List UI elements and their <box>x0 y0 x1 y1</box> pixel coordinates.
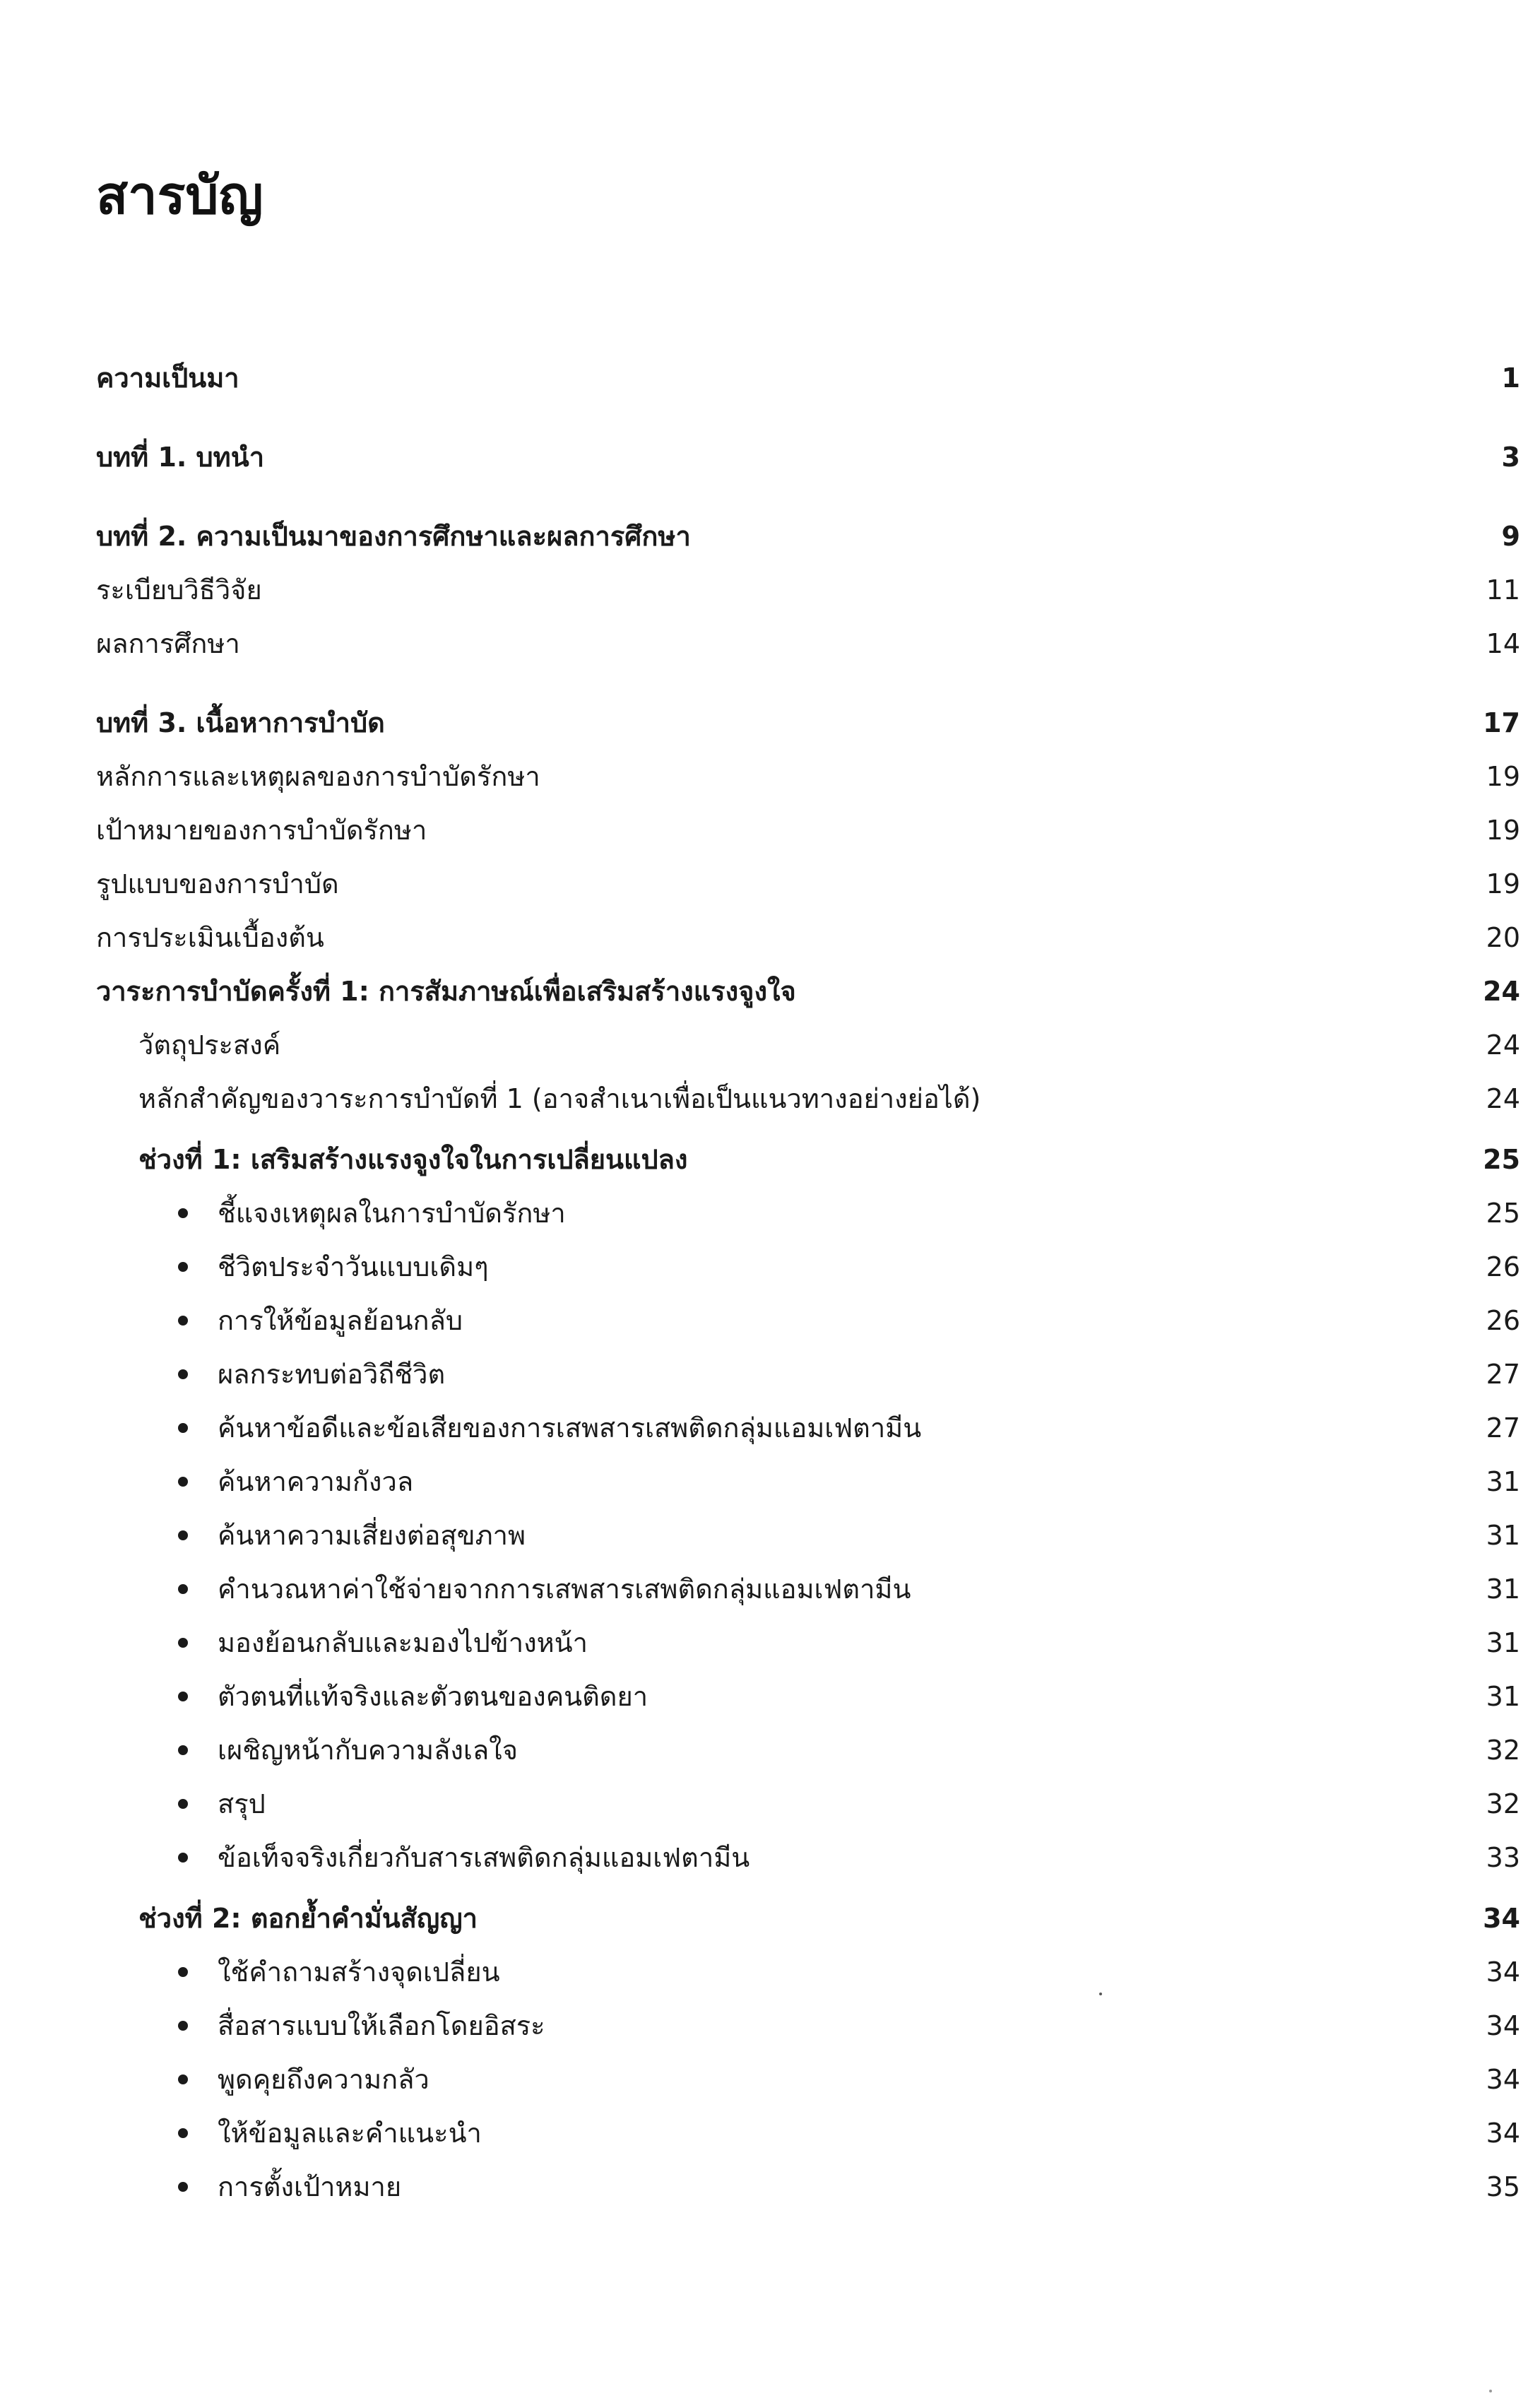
bullet-icon <box>178 1584 188 1594</box>
toc-entry <box>178 1618 1520 1668</box>
toc-entry-page: 31 <box>1486 1681 1520 1712</box>
toc-entry-page: 24 <box>1483 976 1520 1007</box>
toc-entry-page: 11 <box>1486 574 1520 606</box>
toc-entry-label: พูดคุยถึงความกลัว <box>218 2064 430 2095</box>
toc-entry <box>96 565 1520 615</box>
bullet-icon <box>178 1423 188 1433</box>
toc-entry-page: 19 <box>1486 815 1520 846</box>
toc-entry-label: เผชิญหน้ากับความลังเลใจ <box>218 1735 518 1766</box>
toc-entry-page: 34 <box>1483 1903 1520 1934</box>
bullet-icon <box>178 1745 188 1755</box>
toc-entry-page: 34 <box>1486 2118 1520 2149</box>
toc-entry <box>138 1020 1520 1070</box>
toc-entry-page: 31 <box>1486 1520 1520 1551</box>
toc-entry-page: 26 <box>1486 1305 1520 1336</box>
toc-entry-label: ใช้คำถามสร้างจุดเปลี่ยน <box>218 1956 500 1988</box>
toc-entry <box>96 859 1520 909</box>
toc-entry <box>178 1296 1520 1345</box>
toc-entry-label: รูปแบบของการบำบัด <box>96 868 339 899</box>
toc-entry-page: 26 <box>1486 1251 1520 1282</box>
toc-entry <box>178 1403 1520 1453</box>
toc-entry <box>178 1242 1520 1292</box>
toc-entry <box>96 805 1520 855</box>
toc-entry-page: 20 <box>1486 922 1520 953</box>
toc-entry <box>96 432 1520 482</box>
toc-entry <box>178 2162 1520 2212</box>
toc-entry <box>178 1350 1520 1399</box>
toc-entry <box>178 1672 1520 1721</box>
toc-entry <box>178 1457 1520 1506</box>
toc-entry-page: 31 <box>1486 1466 1520 1497</box>
toc-entry-label: ชี้แจงเหตุผลในการบำบัดรักษา <box>218 1198 566 1229</box>
toc-entry-page: 3 <box>1501 442 1520 473</box>
toc-entry-label: ช่วงที่ 2: ตอกย้ำคำมั่นสัญญา <box>138 1903 478 1934</box>
toc-entry-label: ชีวิตประจำวันแบบเดิมๆ <box>218 1251 489 1282</box>
toc-entry-label: การตั้งเป้าหมาย <box>218 2171 402 2202</box>
toc-entry-label: หลักสำคัญของวาระการบำบัดที่ 1 (อาจสำเนาเพื่อเป็นแนวทางอย่างย่อได้) <box>138 1083 981 1114</box>
toc-entry <box>178 1947 1520 1997</box>
toc-entry <box>138 1894 1520 1943</box>
toc-entry <box>178 1779 1520 1829</box>
toc-entry-label: เป้าหมายของการบำบัดรักษา <box>96 815 427 846</box>
toc-entry <box>96 353 1520 403</box>
toc-entry-page: 24 <box>1486 1083 1520 1114</box>
bullet-icon <box>178 1316 188 1326</box>
toc-entry <box>178 1833 1520 1882</box>
toc-entry <box>178 2001 1520 2050</box>
toc-entry-page: 27 <box>1486 1359 1520 1390</box>
bullet-icon <box>178 2074 188 2084</box>
toc-entry-label: การให้ข้อมูลย้อนกลับ <box>218 1305 463 1336</box>
toc-entry-page: 17 <box>1483 707 1520 738</box>
page-title: สารบัญ <box>96 165 263 226</box>
toc-entry-page: 25 <box>1486 1198 1520 1229</box>
toc-entry-label: วาระการบำบัดครั้งที่ 1: การสัมภาษณ์เพื่อเสริมสร้างแรงจูงใจ <box>96 976 796 1007</box>
toc-entry-page: 25 <box>1483 1144 1520 1175</box>
toc-entry <box>138 1074 1520 1123</box>
toc-entry-label: มองย้อนกลับและมองไปข้างหน้า <box>218 1627 588 1658</box>
toc-entry-page: 33 <box>1486 1842 1520 1873</box>
bullet-icon <box>178 1262 188 1272</box>
toc-entry <box>178 1725 1520 1775</box>
toc-entry-label: ระเบียบวิธีวิจัย <box>96 574 262 606</box>
toc-entry-label: ค้นหาข้อดีและข้อเสียของการเสพสารเสพติดกลุ่มแอมเฟตามีน <box>218 1412 922 1444</box>
toc-entry-label: สื่อสารแบบให้เลือกโดยอิสระ <box>218 2010 545 2041</box>
bullet-icon <box>178 1638 188 1648</box>
toc-entry-page: 32 <box>1486 1735 1520 1766</box>
bullet-icon <box>178 1692 188 1701</box>
toc-entry-page: 14 <box>1486 628 1520 659</box>
toc-entry-label: การประเมินเบื้องต้น <box>96 922 324 953</box>
toc-entry <box>178 2108 1520 2158</box>
bullet-icon <box>178 1477 188 1487</box>
toc-entry <box>178 1511 1520 1560</box>
bullet-icon <box>178 1530 188 1540</box>
toc-entry-page: 32 <box>1486 1788 1520 1819</box>
toc-entry <box>138 1135 1520 1184</box>
toc-entry-page: 24 <box>1486 1029 1520 1061</box>
scan-speck <box>1489 2390 1492 2392</box>
toc-entry-page: 34 <box>1486 1956 1520 1988</box>
toc-entry-label: วัตถุประสงค์ <box>138 1029 281 1061</box>
toc-entry-page: 31 <box>1486 1574 1520 1605</box>
toc-entry <box>96 698 1520 748</box>
toc-entry-label: สรุป <box>218 1788 266 1819</box>
toc-entry-label: ความเป็นมา <box>96 362 239 394</box>
bullet-icon <box>178 1799 188 1809</box>
bullet-icon <box>178 2182 188 2192</box>
toc-entry-label: ช่วงที่ 1: เสริมสร้างแรงจูงใจในการเปลี่ยนแปลง <box>138 1144 688 1175</box>
toc-entry-label: ให้ข้อมูลและคำแนะนำ <box>218 2118 482 2149</box>
toc-entry-page: 34 <box>1486 2064 1520 2095</box>
bullet-icon <box>178 2021 188 2031</box>
toc-entry-page: 1 <box>1501 362 1520 394</box>
toc-entry-label: บทที่ 2. ความเป็นมาของการศึกษาและผลการศึกษา <box>96 521 691 552</box>
toc-entry-page: 35 <box>1486 2171 1520 2202</box>
toc-entry <box>96 967 1520 1016</box>
toc-entry-page: 31 <box>1486 1627 1520 1658</box>
toc-entry-label: บทที่ 3. เนื้อหาการบำบัด <box>96 707 385 738</box>
toc-entry <box>96 512 1520 561</box>
toc-entry-label: ค้นหาความกังวล <box>218 1466 414 1497</box>
toc-entry-label: ข้อเท็จจริงเกี่ยวกับสารเสพติดกลุ่มแอมเฟตามีน <box>218 1842 750 1873</box>
toc-entry-page: 34 <box>1486 2010 1520 2041</box>
toc-entry-label: ผลการศึกษา <box>96 628 240 659</box>
toc-entry-page: 9 <box>1501 521 1520 552</box>
toc-entry-label: หลักการและเหตุผลของการบำบัดรักษา <box>96 761 540 792</box>
toc-entry-page: 19 <box>1486 868 1520 899</box>
toc-entry <box>178 1188 1520 1238</box>
bullet-icon <box>178 1208 188 1218</box>
toc-entry <box>178 2055 1520 2104</box>
bullet-icon <box>178 1853 188 1863</box>
toc-entry-label: คำนวณหาค่าใช้จ่ายจากการเสพสารเสพติดกลุ่มแอมเฟตามีน <box>218 1574 911 1605</box>
toc-entry-label: ผลกระทบต่อวิถีชีวิต <box>218 1359 446 1390</box>
toc-entry-label: บทที่ 1. บทนำ <box>96 442 265 473</box>
bullet-icon <box>178 1967 188 1977</box>
toc-entry-page: 19 <box>1486 761 1520 792</box>
toc-entry-label: ตัวตนที่แท้จริงและตัวตนของคนติดยา <box>218 1681 648 1712</box>
toc-entry <box>96 752 1520 801</box>
toc-entry <box>96 913 1520 962</box>
toc-entry-page: 27 <box>1486 1412 1520 1444</box>
bullet-icon <box>178 1369 188 1379</box>
toc-entry <box>96 619 1520 668</box>
scan-speck <box>1099 1993 1102 1995</box>
bullet-icon <box>178 2128 188 2138</box>
toc-entry <box>178 1564 1520 1614</box>
toc-entry-label: ค้นหาความเสี่ยงต่อสุขภาพ <box>218 1520 526 1551</box>
